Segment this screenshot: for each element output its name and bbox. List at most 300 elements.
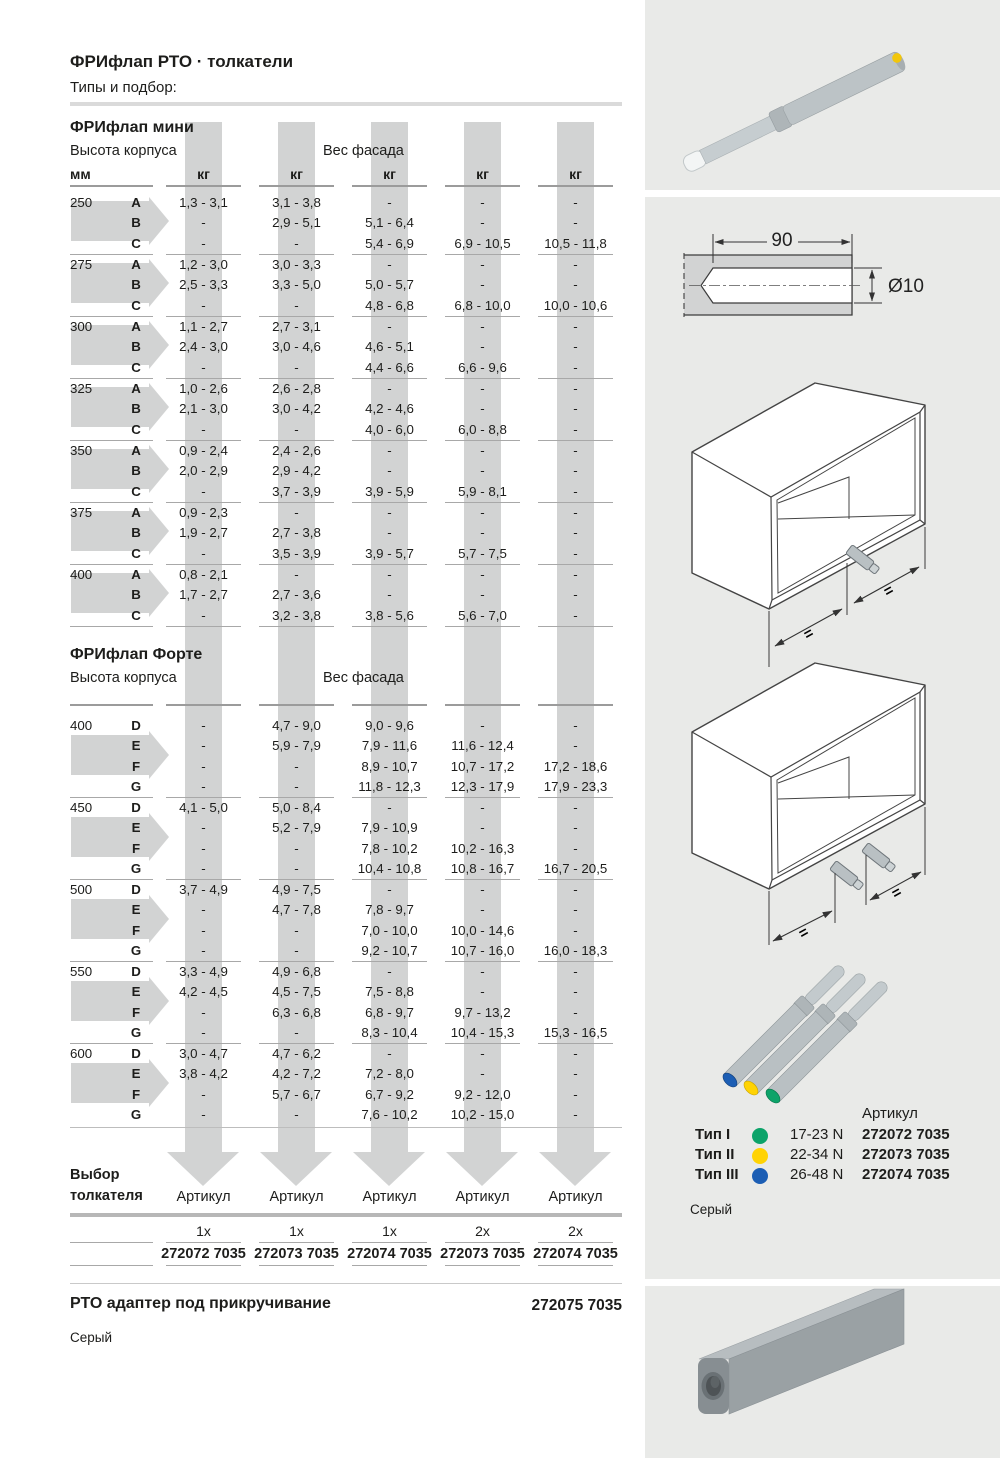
table-row [70, 1064, 622, 1084]
table-row [70, 503, 622, 523]
type-letter-cell: D [131, 882, 141, 897]
weight-range-cell: - [573, 359, 578, 375]
rule-segment [445, 626, 520, 627]
table-row [70, 606, 622, 626]
type-letter-cell: B [131, 215, 141, 231]
weight-range-cell: 6,3 - 6,8 [272, 1004, 321, 1020]
weight-range-cell: 3,8 - 4,2 [179, 1066, 228, 1082]
rule-segment [166, 185, 241, 187]
weight-range-cell: - [294, 922, 299, 938]
type-letter-cell: B [131, 401, 141, 417]
height-mm-cell [70, 736, 115, 756]
adapter-photo [645, 1286, 1000, 1458]
equal-mark: = [888, 883, 905, 903]
rule-segment [259, 1242, 334, 1243]
weight-range-cell: 3,0 - 4,6 [272, 339, 321, 355]
weight-range-cell: 3,3 - 4,9 [179, 964, 228, 979]
legend-article-header: Артикул [862, 1105, 918, 1122]
weight-range-cell: - [573, 545, 578, 561]
table-body [70, 193, 622, 627]
weight-range-cell: - [480, 401, 485, 417]
weight-range-cell: - [201, 421, 206, 437]
weight-range-cell: - [573, 1046, 578, 1061]
height-mm-cell [70, 839, 115, 859]
rule-segment [352, 626, 427, 627]
rule-segment [445, 704, 520, 706]
table-row [70, 461, 622, 481]
table-row [70, 358, 622, 378]
height-mm-cell [70, 399, 115, 419]
weight-range-cell: 0,8 - 2,1 [179, 567, 228, 582]
weight-range-cell: - [573, 607, 578, 623]
type-letter-cell: B [131, 463, 141, 479]
weight-range-cell: 4,9 - 6,8 [272, 964, 321, 979]
table-group-400 [70, 565, 622, 627]
table-row [70, 523, 622, 543]
table-row [70, 1044, 622, 1064]
table-group-275 [70, 255, 622, 317]
type-letter-cell: E [131, 902, 141, 918]
weight-range-cell: - [573, 840, 578, 856]
weight-range-cell: 4,8 - 6,8 [365, 297, 414, 313]
rule-segment [538, 1265, 613, 1266]
dim-length-label: 90 [771, 230, 793, 251]
adapter-color-label: Серый [70, 1330, 113, 1345]
weight-range-cell: 10,0 - 14,6 [450, 922, 515, 938]
height-mm-cell [70, 777, 115, 797]
legend-row [645, 1146, 1000, 1166]
weight-range-cell: 9,0 - 9,6 [365, 718, 414, 733]
selection-table-area [70, 0, 628, 1458]
type-letter-cell: A [131, 567, 141, 582]
weight-range-cell: 2,4 - 2,6 [272, 443, 321, 458]
article-header: Артикул [455, 1189, 510, 1205]
type-letter-cell: G [130, 1024, 142, 1040]
weight-range-cell: 6,8 - 9,7 [365, 1004, 414, 1020]
legend-force-value: 26-48 N [790, 1166, 844, 1183]
table-row [70, 275, 622, 295]
height-mm-cell: 250 [70, 195, 93, 210]
rule-segment [70, 704, 153, 706]
weight-range-cell: 2,4 - 3,0 [179, 339, 228, 355]
rule-segment [166, 1265, 241, 1266]
weight-range-cell: - [201, 1086, 206, 1102]
weight-range-cell: 5,0 - 5,7 [365, 277, 414, 293]
weight-range-cell: - [573, 215, 578, 231]
weight-range-cell: - [201, 359, 206, 375]
weight-range-cell: - [387, 587, 392, 603]
header-rule [70, 704, 622, 706]
quantity-row [70, 1222, 622, 1241]
adapter-title: РТО адаптер под прикручивание [70, 1295, 331, 1312]
weight-range-cell: 0,9 - 2,3 [179, 505, 228, 520]
weight-range-cell: 10,2 - 15,0 [450, 1106, 515, 1122]
height-mm-cell [70, 757, 115, 777]
weight-range-cell: 3,2 - 3,8 [272, 607, 321, 623]
type-letter-cell: A [131, 505, 141, 520]
type-letter-cell: F [131, 922, 141, 938]
weight-range-cell: - [573, 443, 578, 458]
type-letter-cell: C [131, 483, 141, 499]
height-mm-cell [70, 941, 115, 961]
type-letter-cell: D [131, 800, 141, 815]
weight-range-cell: - [201, 758, 206, 774]
weight-range-cell: - [573, 277, 578, 293]
weight-range-cell: 8,3 - 10,4 [361, 1024, 418, 1040]
weight-range-cell: - [201, 860, 206, 876]
legend-article-number: 272074 7035 [862, 1166, 950, 1183]
unit-kg: кг [569, 166, 582, 182]
weight-range-cell: 2,9 - 4,2 [272, 463, 321, 479]
weight-range-cell: - [387, 525, 392, 541]
weight-range-cell: - [294, 942, 299, 958]
weight-range-cell: - [573, 800, 578, 815]
table-row [70, 565, 622, 585]
rule-segment [352, 1242, 427, 1243]
rule-segment [445, 185, 520, 187]
weight-range-cell: - [480, 381, 485, 396]
weight-range-cell: - [294, 421, 299, 437]
table-group-450 [70, 798, 622, 880]
weight-range-cell: - [480, 463, 485, 479]
weight-range-cell: - [480, 718, 485, 733]
drilling-dimension-drawing [684, 229, 924, 317]
weight-range-cell: - [201, 902, 206, 918]
height-mm-cell [70, 523, 115, 543]
weight-range-cell: - [294, 297, 299, 313]
height-mm-cell: 400 [70, 718, 93, 733]
weight-range-cell: 4,4 - 6,6 [365, 359, 414, 375]
rule-segment [70, 1242, 153, 1243]
height-label: Высота корпуса [70, 670, 177, 686]
weight-range-cell: 0,9 - 2,4 [179, 443, 228, 458]
height-mm-cell: 550 [70, 964, 93, 979]
type-letter-cell: A [131, 257, 141, 272]
table-row [70, 1003, 622, 1023]
height-mm-cell [70, 420, 115, 440]
weight-range-cell: 7,8 - 9,7 [365, 902, 414, 918]
weight-range-cell: - [294, 359, 299, 375]
weight-range-cell: 4,0 - 6,0 [365, 421, 414, 437]
height-mm-cell: 375 [70, 505, 93, 520]
weight-range-cell: 11,8 - 12,3 [358, 778, 421, 794]
type-letter-cell: B [131, 525, 141, 541]
divider [70, 1213, 622, 1217]
weight-range-cell: 3,5 - 3,9 [272, 545, 321, 561]
rule-segment [538, 185, 613, 187]
legend-row [645, 1126, 1000, 1146]
table-row [70, 859, 622, 879]
type-letter-cell: D [131, 718, 141, 733]
quantity-cell: 2x [475, 1223, 490, 1239]
quantity-cell: 1x [382, 1223, 397, 1239]
article-header: Артикул [548, 1189, 603, 1205]
article-number-cell: 272072 7035 [161, 1246, 246, 1262]
article-header: Артикул [176, 1189, 231, 1205]
weight-range-cell: 2,1 - 3,0 [179, 401, 228, 417]
table-group-250 [70, 193, 622, 255]
dim-diameter-label: Ø10 [888, 276, 924, 297]
pusher-photo-panel [645, 0, 1000, 190]
weight-range-cell: - [201, 483, 206, 499]
weight-range-cell: 8,9 - 10,7 [361, 758, 418, 774]
height-mm-cell [70, 900, 115, 920]
rule-segment [538, 704, 613, 706]
table-group-550 [70, 962, 622, 1044]
table-body [70, 716, 622, 1126]
weight-range-cell: 10,4 - 10,8 [357, 860, 422, 876]
weight-range-cell: - [573, 483, 578, 499]
cabinet-two-pushers-illustration [692, 663, 925, 945]
rule-segment [166, 704, 241, 706]
height-mm-cell: 300 [70, 319, 93, 334]
table-row [70, 337, 622, 357]
height-mm-cell: 350 [70, 443, 93, 458]
quantity-cell: 1x [196, 1223, 211, 1239]
weight-range-cell: 1,2 - 3,0 [179, 257, 228, 272]
weight-range-cell: - [201, 922, 206, 938]
height-mm-cell [70, 296, 115, 316]
weight-range-cell: 3,8 - 5,6 [365, 607, 414, 623]
height-mm-cell [70, 606, 115, 626]
down-arrow-icon [353, 1152, 425, 1186]
type-letter-cell: E [131, 984, 141, 1000]
weight-range-cell: - [480, 587, 485, 603]
weight-range-cell: - [573, 463, 578, 479]
weight-range-cell: 1,1 - 2,7 [179, 319, 228, 334]
rule-segment [259, 185, 334, 187]
rule-segment [70, 1265, 153, 1266]
weight-range-cell: - [387, 505, 392, 520]
table-group-500 [70, 880, 622, 962]
rule-segment [352, 185, 427, 187]
pusher-types-photo [720, 961, 892, 1106]
unit-kg: кг [197, 166, 210, 182]
table-row [70, 921, 622, 941]
weight-range-cell: - [573, 984, 578, 1000]
weight-range-cell: 3,0 - 4,7 [179, 1046, 228, 1061]
rule-segment [259, 704, 334, 706]
weight-range-cell: - [573, 718, 578, 733]
equal-mark: = [795, 923, 812, 943]
table-row [70, 255, 622, 275]
table-group-300 [70, 317, 622, 379]
table-row [70, 482, 622, 502]
weight-range-cell: 15,3 - 16,5 [543, 1024, 608, 1040]
weight-range-cell: - [480, 567, 485, 582]
weight-range-cell: 4,5 - 7,5 [272, 984, 321, 1000]
header-rule [70, 185, 622, 187]
weight-range-cell: 6,6 - 9,6 [458, 359, 507, 375]
color-dot-icon [752, 1148, 768, 1164]
weight-range-cell: - [573, 401, 578, 417]
weight-range-cell: 5,1 - 6,4 [365, 215, 414, 231]
weight-range-cell: 3,7 - 4,9 [179, 882, 228, 897]
weight-range-cell: - [573, 195, 578, 210]
weight-range-cell: - [573, 319, 578, 334]
weight-range-cell: - [573, 339, 578, 355]
table-row [70, 399, 622, 419]
table-group-325 [70, 379, 622, 441]
weight-range-cell: - [480, 339, 485, 355]
weight-range-cell: 1,3 - 3,1 [179, 195, 228, 210]
weight-range-cell: - [573, 257, 578, 272]
weight-range-cell: 7,9 - 11,6 [361, 738, 418, 754]
weight-range-cell: 6,7 - 9,2 [365, 1086, 414, 1102]
weight-range-cell: 3,0 - 3,3 [272, 257, 321, 272]
weight-range-cell: 7,8 - 10,2 [361, 840, 418, 856]
unit-kg: кг [383, 166, 396, 182]
weight-range-cell: - [573, 525, 578, 541]
weight-range-cell: 5,6 - 7,0 [458, 607, 507, 623]
equal-mark: = [800, 624, 817, 644]
weight-range-cell: 2,9 - 5,1 [272, 215, 321, 231]
group-rule [70, 626, 622, 627]
weight-range-cell: 2,5 - 3,3 [179, 277, 228, 293]
weight-range-cell: 3,7 - 3,9 [272, 483, 321, 499]
table-row [70, 941, 622, 961]
weight-range-cell: 7,2 - 8,0 [365, 1066, 414, 1082]
down-arrow-icon [539, 1152, 611, 1186]
legend-article-number: 272073 7035 [862, 1146, 950, 1163]
weight-range-cell: - [573, 1106, 578, 1122]
type-letter-cell: E [131, 820, 141, 836]
table-group-375 [70, 503, 622, 565]
spacer-cell [70, 1245, 157, 1264]
rule-segment [445, 1242, 520, 1243]
weight-range-cell: - [387, 964, 392, 979]
height-mm-cell: 500 [70, 882, 93, 897]
weight-range-cell: 4,6 - 5,1 [365, 339, 414, 355]
divider [70, 1242, 622, 1243]
table-row [70, 716, 622, 736]
height-mm-cell [70, 1064, 115, 1084]
color-dot-icon [752, 1128, 768, 1144]
weight-range-cell: 5,9 - 8,1 [458, 483, 507, 499]
table-row [70, 296, 622, 316]
article-number-cell: 272074 7035 [533, 1246, 618, 1262]
height-mm-cell [70, 818, 115, 838]
height-mm-cell [70, 921, 115, 941]
weight-range-cell: 5,7 - 6,7 [272, 1086, 321, 1102]
weight-range-cell: - [573, 820, 578, 836]
equal-mark: = [880, 581, 897, 601]
type-letter-cell: B [131, 587, 141, 603]
height-mm-cell: 275 [70, 257, 93, 272]
weight-range-cell: - [201, 718, 206, 733]
table-row [70, 193, 622, 213]
table-row [70, 880, 622, 900]
weight-range-cell: - [480, 800, 485, 815]
type-letter-cell: G [130, 778, 142, 794]
height-mm-cell [70, 482, 115, 502]
weight-range-cell: - [294, 778, 299, 794]
article-number-cell: 272073 7035 [440, 1246, 525, 1262]
weight-range-cell: - [201, 1004, 206, 1020]
weight-range-cell: - [387, 381, 392, 396]
section-title: ФРИфлап Форте [70, 646, 203, 663]
article-number-row [70, 1245, 622, 1264]
down-arrow-icon [167, 1152, 239, 1186]
height-mm-cell: 400 [70, 567, 93, 582]
cabinet-one-pusher-illustration [692, 383, 925, 667]
weight-range-cell: - [480, 902, 485, 918]
type-letter-cell: B [131, 277, 141, 293]
weight-range-cell: - [480, 195, 485, 210]
weight-range-cell: - [573, 505, 578, 520]
weight-range-cell: 4,1 - 5,0 [179, 800, 228, 815]
article-number-cell: 272074 7035 [347, 1246, 432, 1262]
table-row [70, 777, 622, 797]
table-row [70, 234, 622, 254]
legend-type-label: Тип III [695, 1166, 739, 1183]
weight-range-cell: - [480, 215, 485, 231]
weight-range-cell: 1,0 - 2,6 [179, 381, 228, 396]
legend-force-value: 17-23 N [790, 1126, 844, 1143]
weight-range-cell: 16,7 - 20,5 [543, 860, 608, 876]
divider [70, 1127, 622, 1128]
table-row [70, 798, 622, 818]
rule-segment [70, 185, 153, 187]
weight-range-cell: 4,7 - 9,0 [272, 718, 321, 733]
weight-range-cell: - [573, 922, 578, 938]
divider [70, 1265, 622, 1266]
weight-range-cell: 10,0 - 10,6 [543, 297, 608, 313]
table-row [70, 585, 622, 605]
weight-range-cell: 4,9 - 7,5 [272, 882, 321, 897]
weight-range-cell: - [387, 1046, 392, 1061]
weight-range-cell: 10,2 - 16,3 [450, 840, 515, 856]
type-letter-cell: F [131, 1004, 141, 1020]
type-letter-cell: F [131, 758, 141, 774]
table-row [70, 962, 622, 982]
weight-range-cell: - [201, 778, 206, 794]
rule-segment [352, 1265, 427, 1266]
weight-range-cell: - [480, 882, 485, 897]
weight-range-cell: - [294, 567, 299, 582]
unit-kg: кг [290, 166, 303, 182]
type-letter-cell: C [131, 297, 141, 313]
legend-color-label: Серый [690, 1202, 733, 1217]
weight-range-cell: - [201, 1024, 206, 1040]
weight-range-cell: - [201, 840, 206, 856]
table-row [70, 736, 622, 756]
weight-range-cell: 1,9 - 2,7 [179, 525, 228, 541]
section-title: ФРИфлап мини [70, 119, 194, 136]
height-mm-cell: 600 [70, 1046, 93, 1061]
weight-range-cell: - [480, 443, 485, 458]
type-letter-cell: A [131, 319, 141, 334]
rule-segment [259, 626, 334, 627]
weight-range-cell: - [201, 820, 206, 836]
type-letter-cell: C [131, 359, 141, 375]
type-letter-cell: C [131, 545, 141, 561]
height-mm-cell: 450 [70, 800, 93, 815]
weight-range-cell: - [480, 984, 485, 1000]
weight-range-cell: - [201, 215, 206, 231]
table-group-400 [70, 716, 622, 798]
weight-label: Вес фасада [323, 143, 404, 159]
legend-article-number: 272072 7035 [862, 1126, 950, 1143]
weight-range-cell: 2,0 - 2,9 [179, 463, 228, 479]
weight-range-cell: - [480, 1046, 485, 1061]
weight-range-cell: - [387, 463, 392, 479]
type-letter-cell: G [130, 1106, 142, 1122]
weight-range-cell: 10,7 - 17,2 [450, 758, 515, 774]
type-letter-cell: A [131, 381, 141, 396]
type-letter-cell: D [131, 964, 141, 979]
weight-range-cell: 3,1 - 3,8 [272, 195, 321, 210]
